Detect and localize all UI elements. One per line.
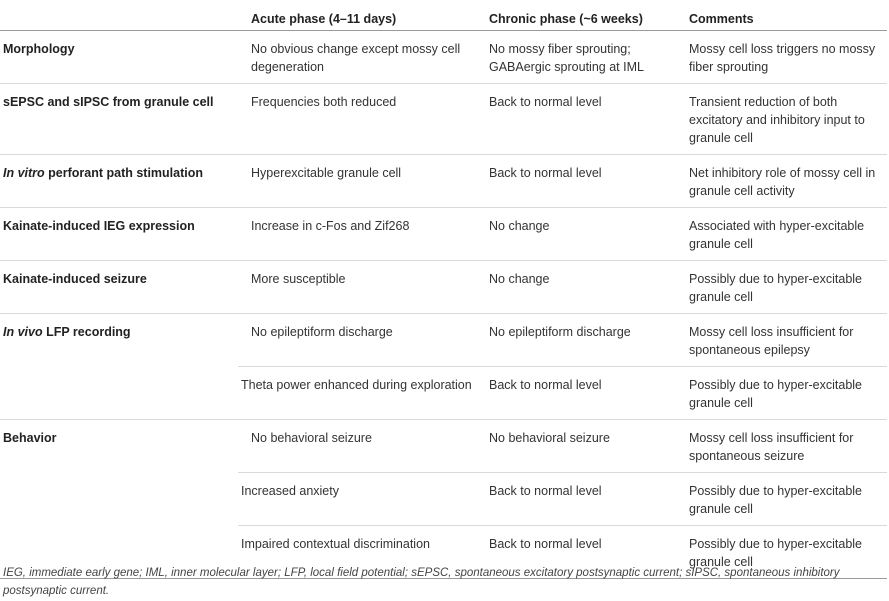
cell-chronic: No epileptiform discharge xyxy=(476,313,676,366)
row-label-text: Kainate-induced seizure xyxy=(3,271,147,286)
row-label xyxy=(0,260,238,313)
row-label-italic: In vitro xyxy=(3,165,45,180)
table-row xyxy=(0,154,887,207)
cell-comments: Possibly due to hyper-excitable granule cell xyxy=(676,366,887,419)
table-row xyxy=(0,83,887,154)
cell-chronic: No change xyxy=(476,260,676,313)
row-label xyxy=(0,207,238,260)
cell-comments: Mossy cell loss insufficient for spontaneous epilepsy xyxy=(676,313,887,366)
header-comments: Comments xyxy=(676,0,887,30)
cell-comments: Mossy cell loss insufficient for spontaneous seizure xyxy=(676,419,887,472)
row-label-text: Kainate-induced IEG expression xyxy=(3,218,195,233)
cell-acute: Increase in c-Fos and Zif268 xyxy=(238,207,476,260)
header-measure xyxy=(0,0,238,30)
cell-acute: Increased anxiety xyxy=(238,472,476,525)
table-row xyxy=(0,260,887,313)
cell-chronic: No mossy fiber sprouting; GABAergic sprouting at IML xyxy=(476,30,676,83)
row-label-text: perforant path stimulation xyxy=(44,165,204,180)
cell-chronic: Back to normal level xyxy=(476,525,676,578)
row-label-text: Morphology xyxy=(3,41,75,56)
cell-chronic: No behavioral seizure xyxy=(476,419,676,472)
row-label-text: LFP recording xyxy=(42,324,131,339)
cell-comments: Associated with hyper-excitable granule cell xyxy=(676,207,887,260)
cell-comments: Possibly due to hyper-excitable granule cell xyxy=(676,525,887,578)
table-row xyxy=(0,207,887,260)
header-acute-phase: Acute phase (4–11 days) xyxy=(238,0,476,30)
row-label xyxy=(0,313,238,419)
row-label xyxy=(0,154,238,207)
cell-chronic: Back to normal level xyxy=(476,366,676,419)
row-label-text: Behavior xyxy=(3,430,57,445)
cell-acute: Theta power enhanced during exploration xyxy=(238,366,476,419)
cell-acute: Hyperexcitable granule cell xyxy=(238,154,476,207)
cell-comments: Possibly due to hyper-excitable granule cell xyxy=(676,472,887,525)
table-row xyxy=(0,313,887,366)
cell-acute: No behavioral seizure xyxy=(238,419,476,472)
cell-acute: No obvious change except mossy cell degeneration xyxy=(238,30,476,83)
cell-acute: No epileptiform discharge xyxy=(238,313,476,366)
row-label xyxy=(0,419,238,578)
cell-chronic: Back to normal level xyxy=(476,472,676,525)
table-row xyxy=(0,30,887,83)
row-label-text: sEPSC and sIPSC from granule cell xyxy=(3,94,214,109)
table-row xyxy=(0,419,887,472)
cell-chronic: Back to normal level xyxy=(476,154,676,207)
cell-acute: Impaired contextual discrimination xyxy=(238,525,476,578)
cell-chronic: No change xyxy=(476,207,676,260)
table-footnote: IEG, immediate early gene; IML, inner molecular layer; LFP, local field potential; sEPSC, spontaneous excitatory postsynaptic current; sIPSC, spontaneous inhibitory postsynaptic current. xyxy=(3,567,840,597)
table-header-row xyxy=(0,0,887,30)
row-label xyxy=(0,30,238,83)
cell-chronic: Back to normal level xyxy=(476,83,676,154)
cell-acute: Frequencies both reduced xyxy=(238,83,476,154)
header-chronic-phase: Chronic phase (~6 weeks) xyxy=(476,0,676,30)
cell-comments: Net inhibitory role of mossy cell in granule cell activity xyxy=(676,154,887,207)
row-label-italic: In vivo xyxy=(3,324,43,339)
cell-comments: Transient reduction of both excitatory and inhibitory input to granule cell xyxy=(676,83,887,154)
row-label xyxy=(0,83,238,154)
cell-comments: Mossy cell loss triggers no mossy fiber sprouting xyxy=(676,30,887,83)
cell-comments: Possibly due to hyper-excitable granule cell xyxy=(676,260,887,313)
cell-acute: More susceptible xyxy=(238,260,476,313)
